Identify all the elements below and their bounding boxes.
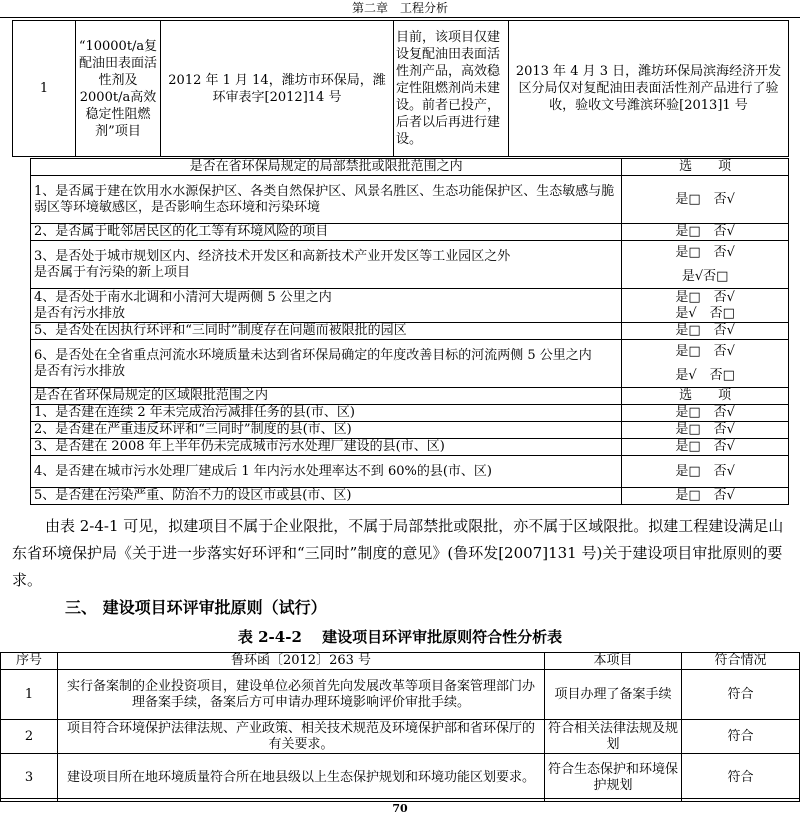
table-row	[31, 323, 789, 340]
column-header: 序号	[1, 653, 58, 670]
check-option: 是√ 否□	[675, 367, 735, 383]
check-option: 是□ 否√	[622, 405, 789, 422]
check-option: 是□ 否√	[622, 224, 789, 241]
check-option: 是□ 否√	[622, 456, 789, 488]
check-question: 6、是否处在全省重点河流水环境质量未达到省环保局确定的年度改善目标的河流两侧 5 公里之内	[34, 347, 592, 363]
check-option: 是□ 否√	[675, 289, 735, 305]
check-option: 是□ 否√	[675, 343, 735, 359]
table-row	[31, 456, 789, 488]
section2-option-header: 选 项	[622, 388, 789, 405]
page-header	[0, 0, 800, 18]
check-option-group	[622, 340, 789, 388]
requirement-cell: 建设项目所在地环境质量符合所在地县级以上生态保护规划和环境功能区划要求。	[58, 754, 545, 802]
table-row	[31, 224, 789, 241]
table-row	[31, 289, 789, 323]
compliance-cell: 符合	[682, 670, 800, 720]
check-option: 是□ 否√	[675, 244, 735, 260]
check-question: 2、是否建在严重违反环评和“三同时”制度的县(市、区)	[31, 422, 622, 439]
table-row	[31, 488, 789, 505]
check-question: 1、是否属于建在饮用水水源保护区、各类自然保护区、风景名胜区、生态功能保护区、生态敏感与脆弱区等环境敏感区，是否影响生态环境和污染环境	[31, 176, 622, 224]
table-row	[31, 159, 789, 176]
compliance-cell: 符合	[682, 720, 800, 754]
restriction-check-table	[30, 158, 789, 505]
section1-option-header: 选 项	[622, 159, 789, 176]
table-header-row	[1, 653, 800, 670]
row-number: 3	[1, 754, 58, 802]
table-row	[31, 340, 789, 388]
table-row	[13, 21, 789, 157]
compliance-table	[0, 652, 800, 802]
project-no: 1	[13, 21, 76, 157]
section1-title: 是否在省环保局规定的局部禁批或限批范围之内	[31, 159, 622, 176]
project-cell: 符合相关法律法规及规划	[545, 720, 682, 754]
check-option: 是□ 否√	[622, 422, 789, 439]
check-option: 是√否□	[681, 268, 729, 284]
table-row	[1, 720, 800, 754]
column-header: 鲁环函〔2012〕263 号	[58, 653, 545, 670]
section-heading: 三、 建设项目环评审批原则（试行）	[65, 598, 327, 617]
table-row	[1, 754, 800, 802]
table-row	[31, 176, 789, 224]
check-question: 3、是否处于城市规划区内、经济技术开发区和高新技术产业开发区等工业园区之外	[34, 248, 511, 264]
check-question: 5、是否建在污染严重、防治不力的设区市或县(市、区)	[31, 488, 622, 505]
body-paragraph	[12, 513, 790, 594]
check-question: 3、是否建在 2008 年上半年仍未完成城市污水处理厂建设的县(市、区)	[31, 439, 622, 456]
requirement-cell: 项目符合环境保护法律法规、产业政策、相关技术规范及环境保护部和省环保厅的有关要求。	[58, 720, 545, 754]
footer-divider	[0, 798, 800, 799]
check-option: 是□ 否√	[622, 176, 789, 224]
check-option-group	[622, 289, 789, 323]
requirement-cell: 实行备案制的企业投资项目，建设单位必须首先向发展改革等项目备案管理部门办理备案手续，备案后方可申请办理环境影响评价审批手续。	[58, 670, 545, 720]
table-row	[31, 422, 789, 439]
project-name: “10000t/a复配油田表面活性剂及2000t/a高效稳定性阻燃剂”项目	[76, 21, 161, 157]
table-row	[31, 388, 789, 405]
table-row	[31, 241, 789, 289]
table-row	[31, 439, 789, 456]
project-cell: 符合生态保护和环境保护规划	[545, 754, 682, 802]
paragraph-text: 由表 2-4-1 可见，拟建项目不属于企业限批，不属于局部禁批或限批，亦不属于区域限批。拟建工程建设满足山东省环境保护局《关于进一步落实好环评和“三同时”制度的意见》(鲁环发[2007]131 号)关于建设项目审批原则的要求。	[12, 517, 784, 589]
compliance-cell: 符合	[682, 754, 800, 802]
project-status: 目前，该项目仅建设复配油田表面活性剂产品，高效稳定性阻燃剂尚未建设。前者已投产，后者以后再进行建设。	[394, 21, 509, 157]
check-question: 4、是否建在城市污水处理厂建成后 1 年内污水处理率达不到 60%的县(市、区)	[31, 456, 622, 488]
section2-title: 是否在省环保局规定的区域限批范围之内	[31, 388, 622, 405]
check-question: 4、是否处于南水北调和小清河大堤两侧 5 公里之内	[34, 289, 332, 305]
check-question: 是否属于有污染的新上项目	[34, 264, 191, 280]
row-number: 2	[1, 720, 58, 754]
project-cell: 项目办理了备案手续	[545, 670, 682, 720]
check-option-group	[622, 241, 789, 289]
chapter-title: 第二章 工程分析	[351, 1, 448, 15]
project-approval: 2012 年 1 月 14，潍坊市环保局，潍环审表字[2012]14 号	[161, 21, 394, 157]
check-option: 是□ 否√	[622, 488, 789, 505]
check-question-group	[31, 289, 622, 323]
column-header: 符合情况	[682, 653, 800, 670]
project-history-table	[12, 20, 789, 157]
project-acceptance: 2013 年 4 月 3 日，潍坊环保局滨海经济开发区分局仅对复配油田表面活性剂产品进行了验收，验收文号潍滨环验[2013]1 号	[509, 21, 789, 157]
check-option: 是√ 否□	[675, 305, 735, 321]
check-option: 是□ 否√	[622, 323, 789, 340]
table-row	[1, 670, 800, 720]
column-header: 本项目	[545, 653, 682, 670]
check-question: 5、是否处在因执行环评和“三同时”制度存在问题而被限批的园区	[31, 323, 622, 340]
table-caption: 表 2-4-2 建设项目环评审批原则符合性分析表	[237, 628, 563, 646]
check-question-group	[31, 241, 622, 289]
page-number: 70	[392, 802, 408, 815]
check-question: 是否有污水排放	[34, 363, 126, 379]
check-question: 2、是否属于毗邻居民区的化工等有环境风险的项目	[31, 224, 622, 241]
check-question-group	[31, 340, 622, 388]
check-option: 是□ 否√	[622, 439, 789, 456]
table-row	[31, 405, 789, 422]
row-number: 1	[1, 670, 58, 720]
check-question: 1、是否建在连续 2 年未完成治污减排任务的县(市、区)	[31, 405, 622, 422]
check-question: 是否有污水排放	[34, 305, 126, 321]
